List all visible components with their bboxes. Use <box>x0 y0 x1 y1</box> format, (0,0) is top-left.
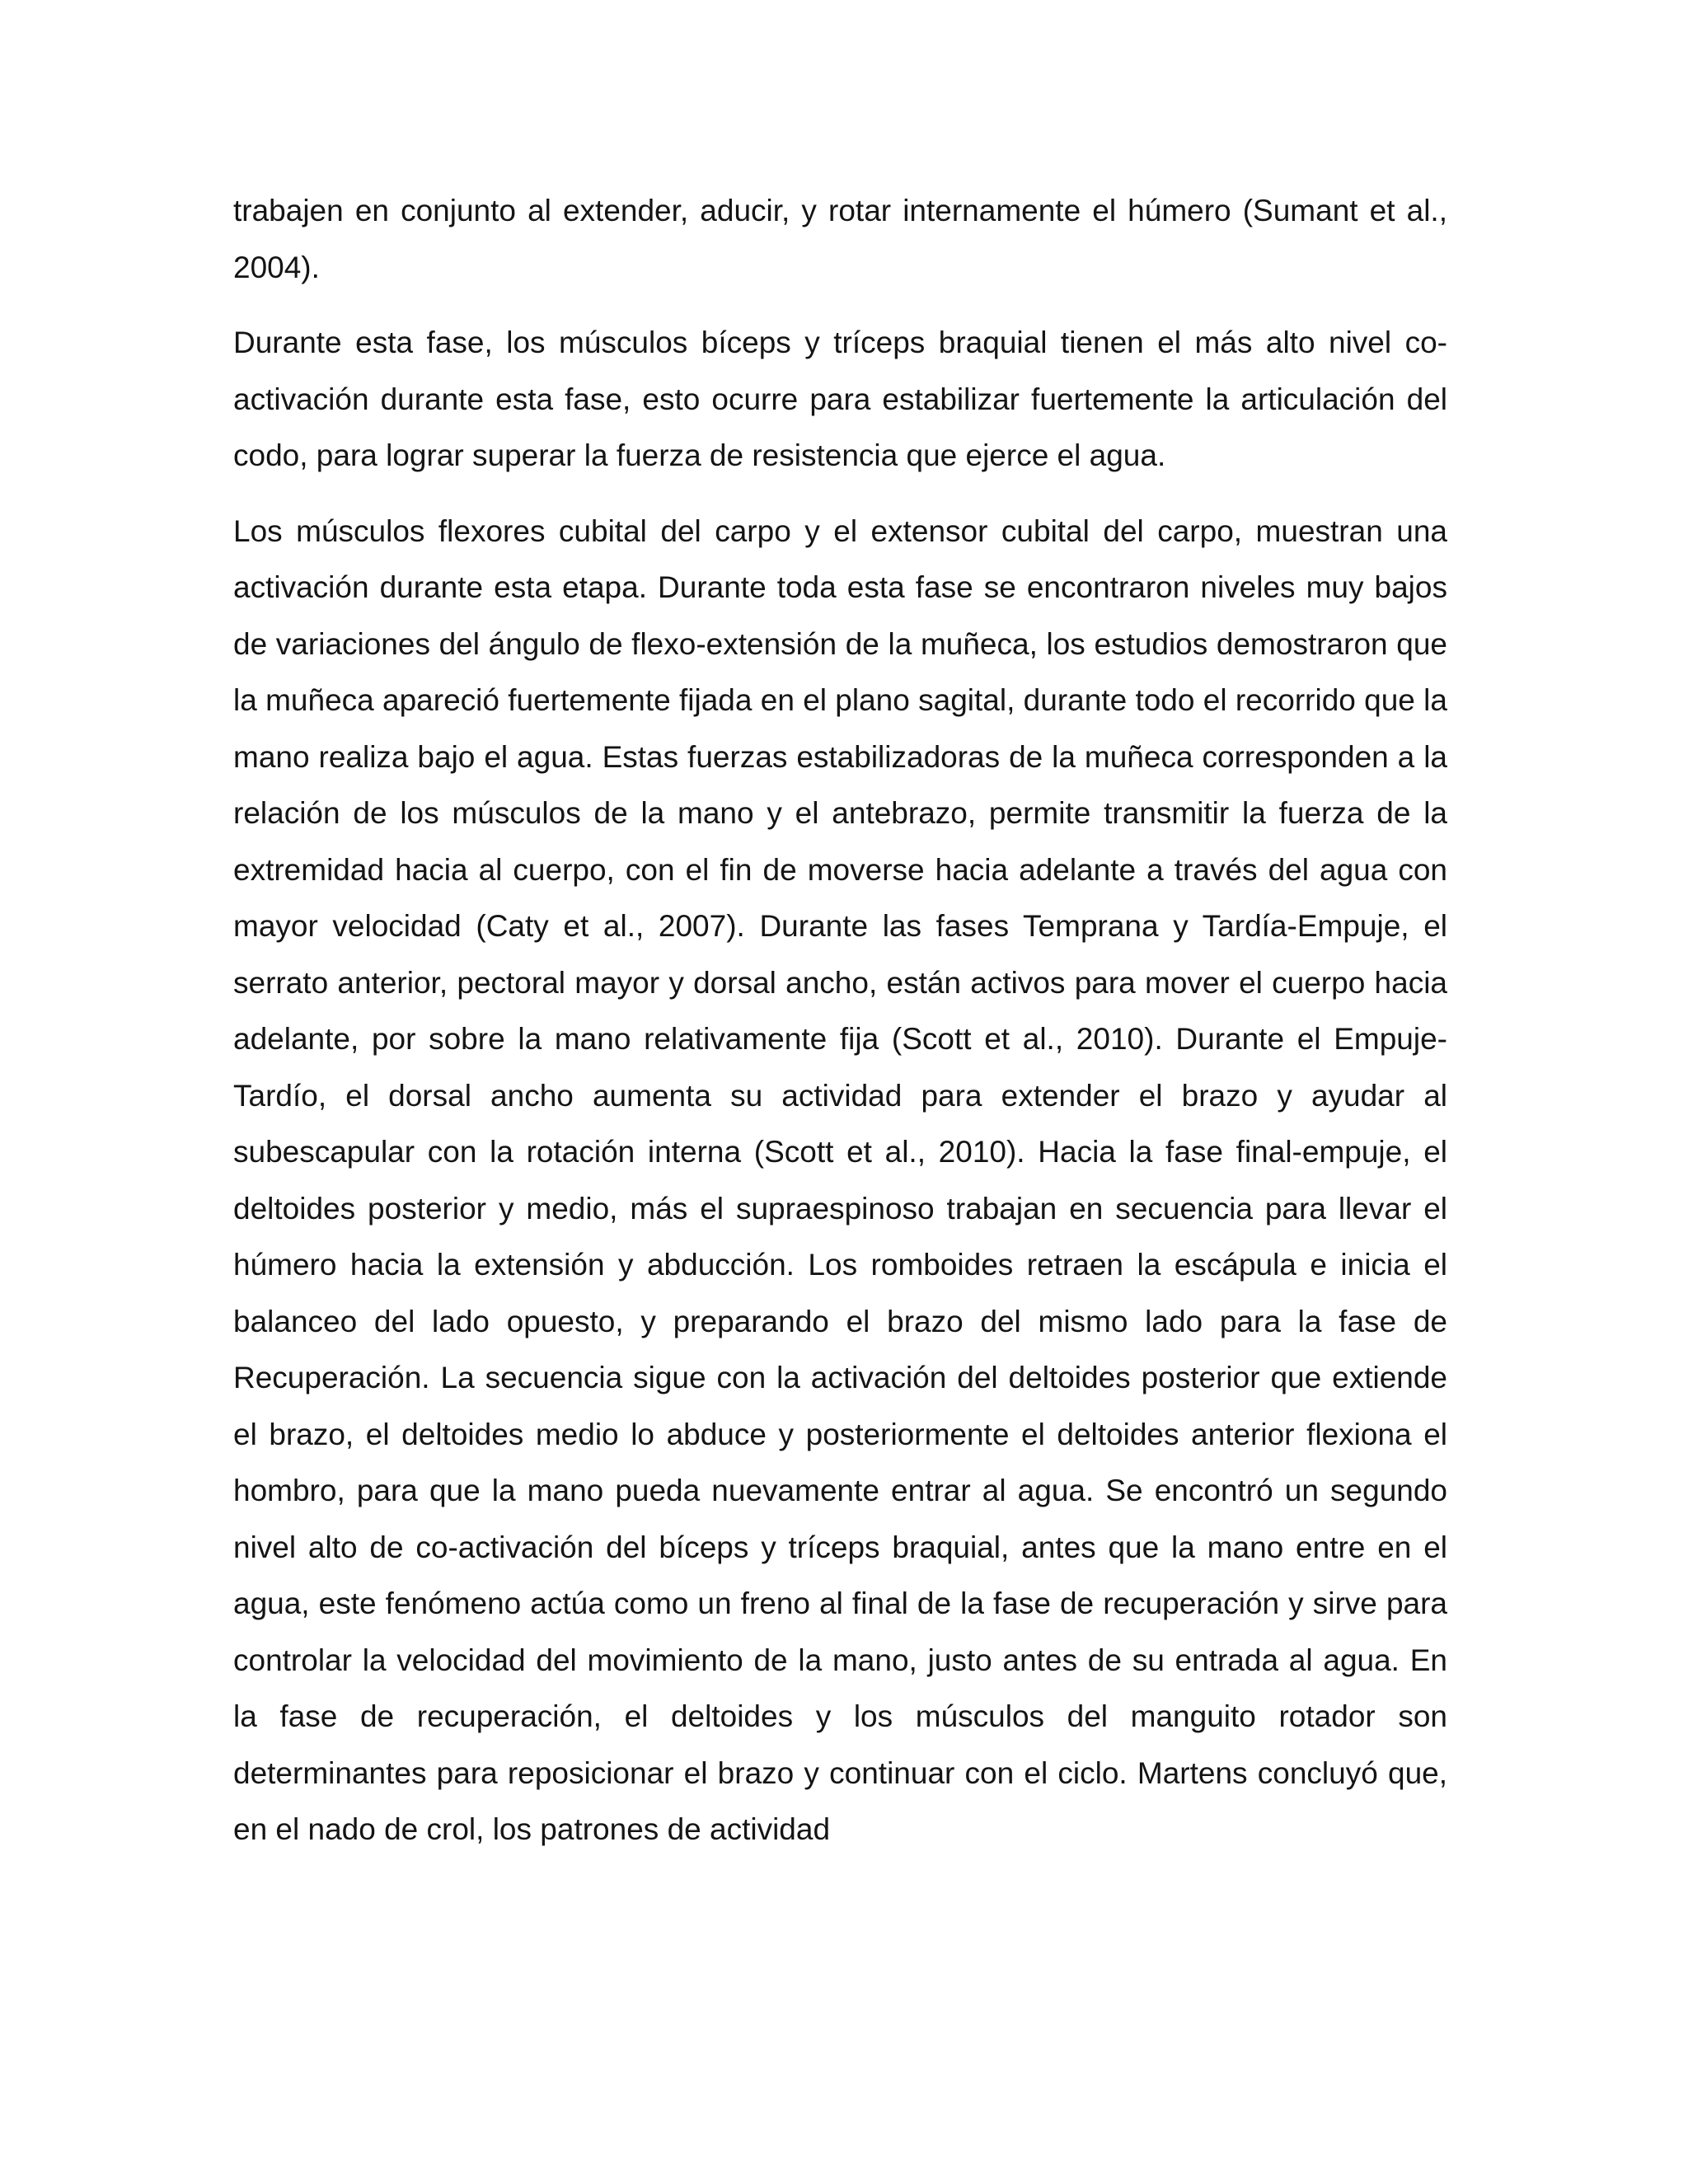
paragraph-1: trabajen en conjunto al extender, aducir, y rotar internamente el húmero (Sumant et al., 2004). <box>233 194 1447 284</box>
body-text <box>233 183 1447 1858</box>
paragraph-3: Los músculos flexores cubital del carpo y el extensor cubital del carpo, muestran una activación durante esta etapa. Durante toda esta fase se encontraron niveles muy bajos de variaciones del ángulo de flexo-extensión de la muñeca, los estudios demostraron que la muñeca apareció fuertemente fijada en el plano sagital, durante todo el recorrido que la mano realiza bajo el agua. Estas fuerzas estabilizadoras de la muñeca corresponden a la relación de los músculos de la mano y el antebrazo, permite transmitir la fuerza de la extremidad hacia al cuerpo, con el fin de moverse hacia adelante a través del agua con mayor velocidad (Caty et al., 2007). Durante las fases Temprana y Tardía-Empuje, el serrato anterior, pectoral mayor y dorsal ancho, están activos para mover el cuerpo hacia adelante, por sobre la mano relativamente fija (Scott et al., 2010). Durante el Empuje-Tardío, el dorsal ancho aumenta su actividad para extender el brazo y ayudar al subescapular con la rotación interna (Scott et al., 2010). Hacia la fase final-empuje, el deltoides posterior y medio, más el supraespinoso trabajan en secuencia para llevar el húmero hacia la extensión y abducción. Los romboides retraen la escápula e inicia el balanceo del lado opuesto, y preparando el brazo del mismo lado para la fase de Recuperación. La secuencia sigue con la activación del deltoides posterior que extiende el brazo, el deltoides medio lo abduce y posteriormente el deltoides anterior flexiona el hombro, para que la mano pueda nuevamente entrar al agua. Se encontró un segundo nivel alto de co-activación del bíceps y tríceps braquial, antes que la mano entre en el agua, este fenómeno actúa como un freno al final de la fase de recuperación y sirve para controlar la velocidad del movimiento de la mano, justo antes de su entrada al agua. En la fase de recuperación, el deltoides y los músculos del manguito rotador son determinantes para reposicionar el brazo y continuar con el ciclo. Martens concluyó que, en el nado de crol, los patrones de actividad <box>233 513 1447 1846</box>
paragraph-2: Durante esta fase, los músculos bíceps y tríceps braquial tienen el más alto nivel co-activación durante esta fase, esto ocurre para estabilizar fuertemente la articulación del codo, para lograr superar la fuerza de resistencia que ejerce el agua. <box>233 326 1447 472</box>
